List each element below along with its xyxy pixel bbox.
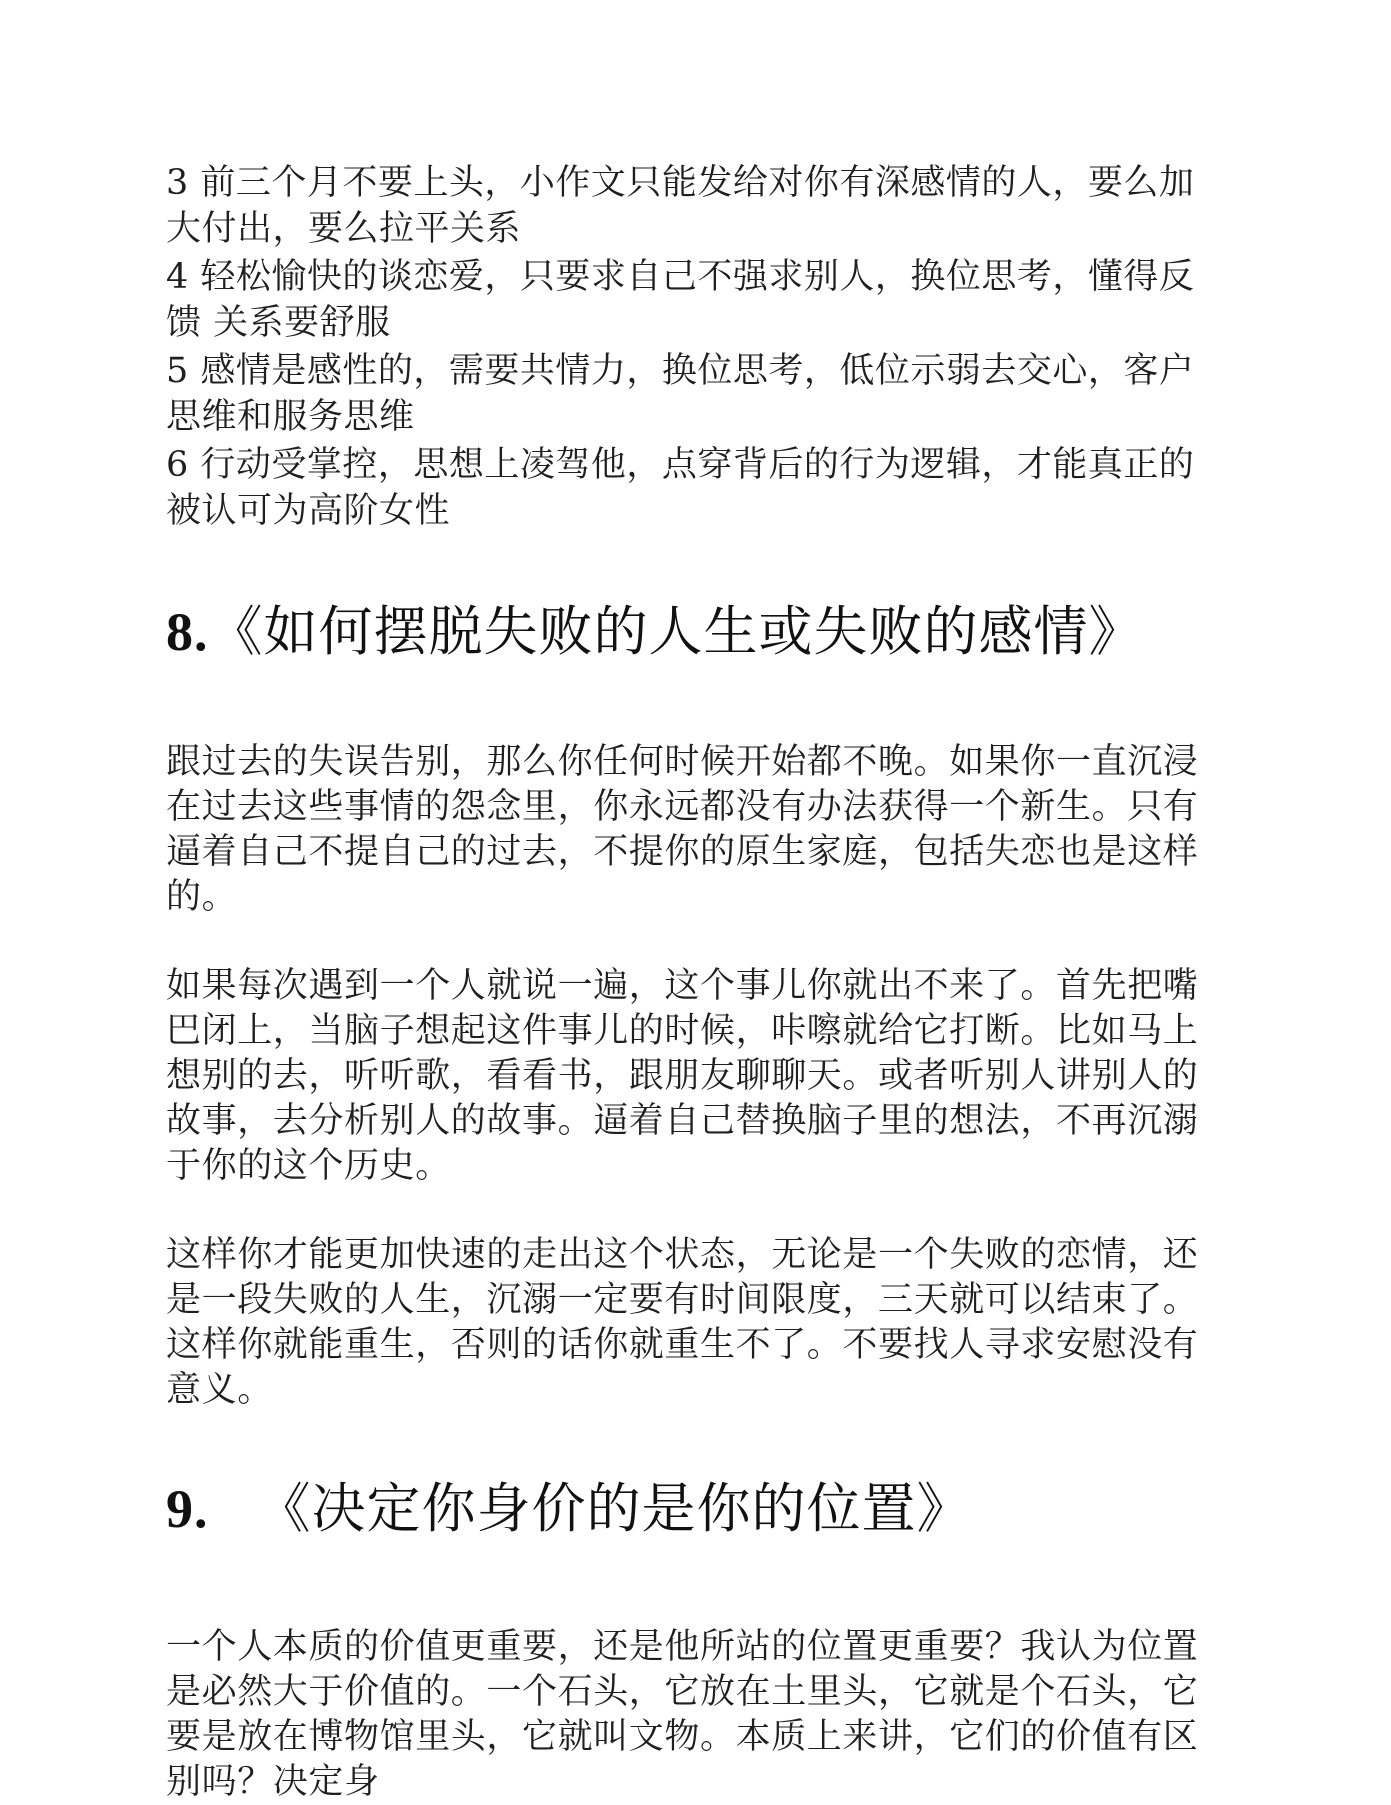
- section-8-paragraph-2: 如果每次遇到一个人就说一遍，这个事儿你就出不来了。首先把嘴巴闭上，当脑子想起这件事儿的时候，咔嚓就给它打断。比如马上想别的去，听听歌，看看书，跟朋友聊聊天。或者听别人讲别人的故事，去分析别人的故事。逼着自己替换脑子里的想法，不再沉溺于你的这个历史。: [166, 966, 1199, 1186]
- section-8-paragraph-3: 这样你才能更加快速的走出这个状态，无论是一个失败的恋情，还是一段失败的人生，沉溺一定要有时间限度，三天就可以结束了。这样你就能重生，否则的话你就重生不了。不要找人寻求安慰没有意义。: [166, 1235, 1199, 1410]
- section-9-paragraph-1: 一个人本质的价值更重要，还是他所站的位置更重要？我认为位置是必然大于价值的。一个石头，它放在土里头，它就是个石头，它要是放在博物馆里头，它就叫文物。本质上来讲，它们的价值有区别吗？决定身: [166, 1627, 1199, 1802]
- section-8-heading: [166, 596, 1226, 668]
- section-8-number: 8.: [166, 602, 209, 662]
- list-item-6: 6 行动受掌控，思想上凌驾他，点穿背后的行为逻辑，才能真正的被认可为高阶女性: [166, 445, 1195, 531]
- list-block: [166, 160, 1226, 534]
- section-8-paragraph-1: 跟过去的失误告别，那么你任何时候开始都不晚。如果你一直沉浸在过去这些事情的怨念里，你永远都没有办法获得一个新生。只有逼着自己不提自己的过去，不提你的原生家庭，包括失恋也是这样的。: [166, 742, 1199, 917]
- section-9-title: 《决定你身价的是你的位置》: [256, 1477, 972, 1540]
- section-9-number: 9.: [166, 1479, 209, 1539]
- section-8-title: 《如何摆脱失败的人生或失败的感情》: [208, 600, 1144, 663]
- list-item-3: 3 前三个月不要上头，小作文只能发给对你有深感情的人，要么加大付出，要么拉平关系: [166, 163, 1195, 249]
- document-page: [166, 160, 1226, 1805]
- list-item-4: 4 轻松愉快的谈恋爱，只要求自己不强求别人，换位思考，懂得反馈 关系要舒服: [166, 257, 1195, 343]
- list-item-5: 5 感情是感性的，需要共情力，换位思考，低位示弱去交心，客户思维和服务思维: [166, 351, 1195, 437]
- section-9-heading: [166, 1473, 1226, 1545]
